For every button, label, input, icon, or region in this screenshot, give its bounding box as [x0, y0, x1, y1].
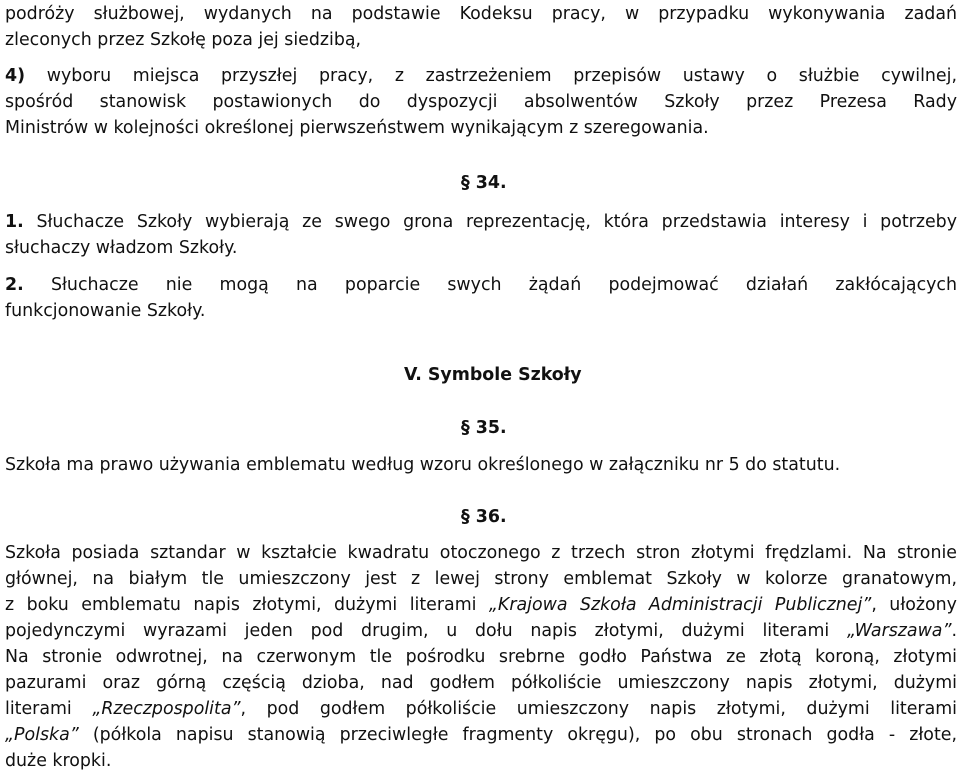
- paragraph-line: pazurami oraz górną częścią dzioba, nad godłem półkoliście umieszczony napis złotymi, dużymi: [5, 673, 957, 693]
- point-number: 2.: [5, 275, 24, 295]
- paragraph-line: z boku emblematu napis złotymi, dużymi literami „Krajowa Szkoła Administracji Publicznej”, ułożony: [5, 595, 957, 615]
- point-text: Słuchacze Szkoły wybierają ze swego grona reprezentację, która przedstawia interesy i potrzeby: [36, 212, 957, 232]
- item-4: [5, 63, 957, 141]
- paragraph-heading-36: § 36.: [461, 507, 507, 527]
- paragraph-heading-35: § 35.: [461, 418, 507, 438]
- section-sign-icon: §: [461, 173, 470, 193]
- point-number: 1.: [5, 212, 24, 232]
- italic-name: „Rzeczpospolita”: [92, 699, 241, 719]
- item-4-line: Ministrów w kolejności określonej pierwszeństwem wynikającym z szeregowania.: [5, 118, 709, 138]
- item-number: 4): [5, 66, 26, 86]
- point-line: funkcjonowanie Szkoły.: [5, 301, 206, 321]
- paragraph-line: głównej, na białym tle umieszczony jest z lewej strony emblemat Szkoły w kolorze granatowym,: [5, 569, 957, 589]
- item-4-text: wyboru miejsca przyszłej pracy, z zastrzeżeniem przepisów ustawy o służbie cywilnej,: [46, 66, 957, 86]
- item-4-line: spośród stanowisk postawionych do dyspozycji absolwentów Szkoły przez Prezesa Rady: [5, 92, 957, 112]
- paragraph-line: duże kropki.: [5, 751, 112, 771]
- par34-point-1: [5, 209, 957, 261]
- point-line: [5, 272, 957, 298]
- point-text: Słuchacze nie mogą na poparcie swych żądań podejmować działań zakłócających: [50, 275, 958, 295]
- paragraph-line: „Polska” (półkola napisu stanowią przeciwległe fragmenty okręgu), po obu stronach godła - złote,: [5, 725, 957, 745]
- italic-name: „Warszawa”: [846, 621, 952, 641]
- paragraph-line: literami „Rzeczpospolita”, pod godłem półkoliście umieszczony napis złotymi, dużymi literami: [5, 699, 957, 719]
- paragraph-line: Szkoła ma prawo używania emblematu według wzoru określonego w załączniku nr 5 do statutu.: [5, 455, 841, 475]
- intro-line: podróży służbowej, wydanych na podstawie Kodeksu pracy, w przypadku wykonywania zadań: [5, 4, 957, 24]
- italic-name: „Krajowa Szkoła Administracji Publicznej”: [488, 595, 872, 615]
- par35-text: [5, 452, 957, 478]
- par34-point-2: [5, 272, 957, 324]
- point-line: [5, 209, 957, 235]
- intro-line: zleconych przez Szkołę poza jej siedzibą,: [5, 30, 362, 50]
- section-sign-icon: §: [461, 507, 470, 527]
- section-sign-icon: §: [461, 418, 470, 438]
- italic-name: „Polska”: [5, 725, 79, 745]
- paragraph-heading-34: § 34.: [461, 173, 507, 193]
- par36-text: [5, 540, 957, 774]
- item-4-line: [5, 63, 957, 89]
- paragraph-line: pojedynczymi wyrazami jeden pod drugim, u dołu napis złotymi, dużymi literami „Warszawa”.: [5, 621, 957, 641]
- point-line: słuchaczy władzom Szkoły.: [5, 238, 238, 258]
- paragraph-line: Szkoła posiada sztandar w kształcie kwadratu otoczonego z trzech stron złotymi frędzlami. Na stronie: [5, 543, 957, 563]
- section-title: V. Symbole Szkoły: [404, 365, 582, 385]
- intro-paragraph: [5, 1, 957, 53]
- paragraph-line: Na stronie odwrotnej, na czerwonym tle pośrodku srebrne godło Państwa ze złotą koroną, złotymi: [5, 647, 957, 667]
